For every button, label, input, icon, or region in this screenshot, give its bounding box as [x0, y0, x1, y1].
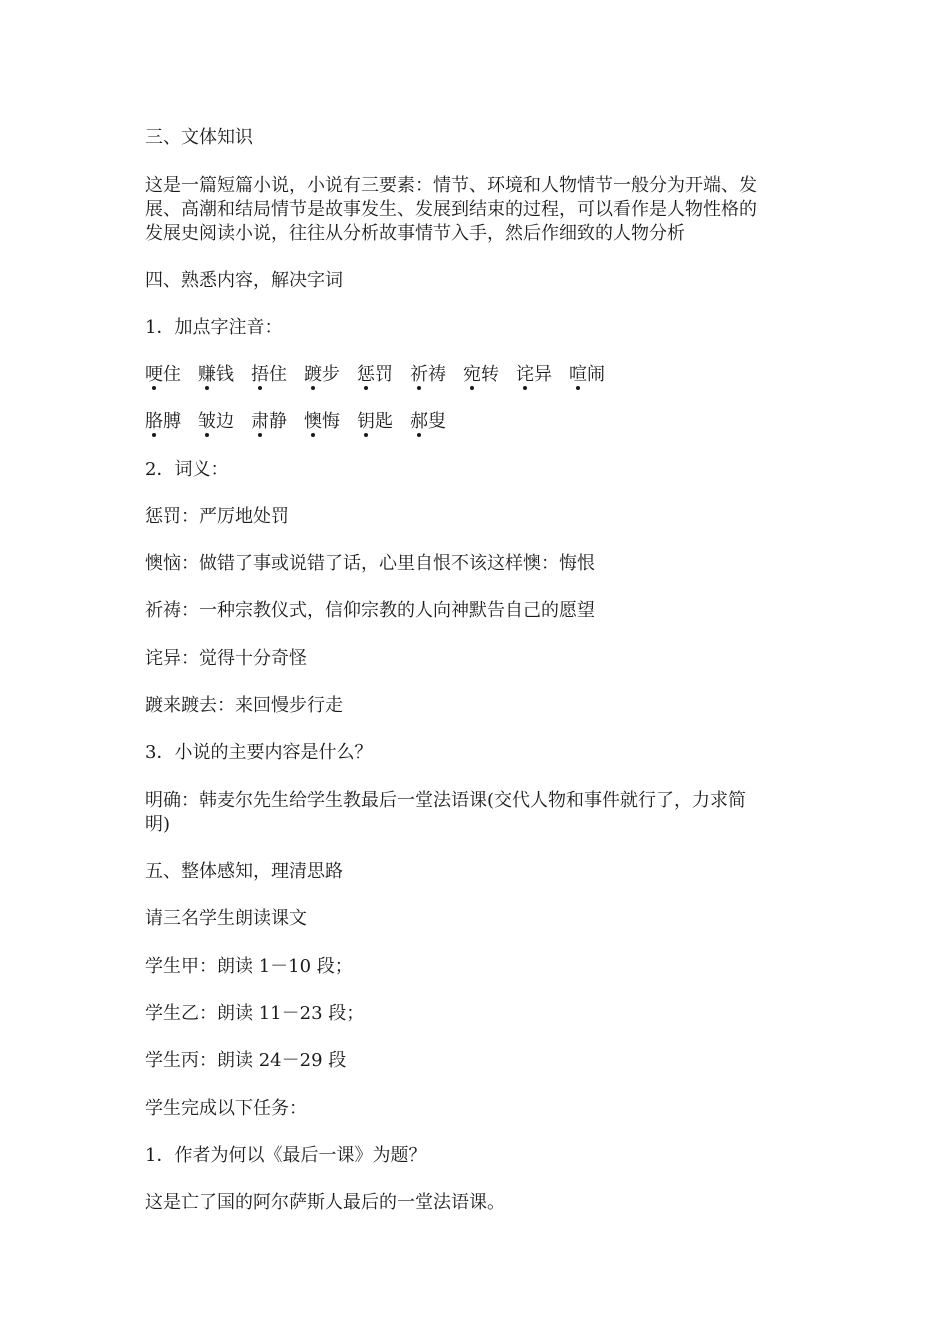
- emphasis-dot: [470, 386, 474, 390]
- pinyin-word: 皱边: [198, 408, 234, 435]
- pinyin-word: 钥匙: [357, 408, 393, 435]
- pinyin-word-row-1: [145, 361, 805, 388]
- pinyin-word: 胳膊: [145, 408, 181, 435]
- question-main-content: 3．小说的主要内容是什么？: [145, 742, 373, 763]
- section-heading-style: 三、文体知识: [145, 127, 253, 148]
- student-assignment: 学生乙：朗读 11－23 段；: [145, 1003, 365, 1024]
- emphasis-dot: [364, 433, 368, 437]
- task-question: 1．作者为何以《最后一课》为题？: [145, 1145, 427, 1166]
- definition-item: 惩罚：严厉地处罚: [145, 506, 289, 527]
- task-answer: 这是亡了国的阿尔萨斯人最后的一堂法语课。: [145, 1192, 505, 1213]
- emphasis-dot: [205, 433, 209, 437]
- paragraph-line: 这是一篇短篇小说，小说有三要素：情节、环境和人物情节一般分为开端、发: [145, 175, 757, 196]
- definition-item: 祈祷：一种宗教仪式，信仰宗教的人向神默告自己的愿望: [145, 600, 595, 621]
- definition-item: 踱来踱去：来回慢步行走: [145, 695, 343, 716]
- section-heading-vocab: 四、熟悉内容，解决字词: [145, 270, 343, 291]
- question-definitions: 2．词义：: [145, 459, 229, 480]
- emphasis-dot: [152, 386, 156, 390]
- emphasis-dot: [311, 386, 315, 390]
- emphasis-dot: [576, 386, 580, 390]
- student-assignment: 学生丙：朗读 24－29 段: [145, 1050, 347, 1071]
- paragraph-line: 发展史阅读小说，往往从分析故事情节入手，然后作细致的人物分析: [145, 223, 685, 244]
- pinyin-word-row-2: [145, 408, 805, 435]
- emphasis-dot: [523, 386, 527, 390]
- pinyin-word: 宛转: [463, 361, 499, 388]
- emphasis-dot: [258, 433, 262, 437]
- task-instruction: 学生完成以下任务：: [145, 1098, 307, 1119]
- answer-line: 明): [145, 814, 171, 835]
- question-pinyin: 1．加点字注音：: [145, 317, 283, 338]
- definition-item: 诧异：觉得十分奇怪: [145, 648, 307, 669]
- pinyin-word: 诧异: [516, 361, 552, 388]
- section-heading-overview: 五、整体感知，理清思路: [145, 861, 343, 882]
- emphasis-dot: [205, 386, 209, 390]
- pinyin-word: 喧闹: [569, 361, 605, 388]
- reading-instruction: 请三名学生朗读课文: [145, 908, 307, 929]
- student-assignment: 学生甲：朗读 1－10 段；: [145, 956, 353, 977]
- pinyin-word: 郝叟: [410, 408, 446, 435]
- answer-line: 明确：韩麦尔先生给学生教最后一堂法语课(交代人物和事件就行了，力求简: [145, 790, 747, 811]
- pinyin-word: 捂住: [251, 361, 287, 388]
- pinyin-word: 哽住: [145, 361, 181, 388]
- pinyin-word: 惩罚: [357, 361, 393, 388]
- emphasis-dot: [417, 433, 421, 437]
- pinyin-word: 赚钱: [198, 361, 234, 388]
- pinyin-word: 懊悔: [304, 408, 340, 435]
- emphasis-dot: [258, 386, 262, 390]
- emphasis-dot: [364, 386, 368, 390]
- pinyin-word: 祈祷: [410, 361, 446, 388]
- definition-item: 懊恼：做错了事或说错了话，心里自恨不该这样懊：悔恨: [145, 553, 595, 574]
- emphasis-dot: [152, 433, 156, 437]
- paragraph-line: 展、高潮和结局情节是故事发生、发展到结束的过程，可以看作是人物性格的: [145, 199, 757, 220]
- pinyin-word: 肃静: [251, 408, 287, 435]
- emphasis-dot: [311, 433, 315, 437]
- emphasis-dot: [417, 386, 421, 390]
- pinyin-word: 踱步: [304, 361, 340, 388]
